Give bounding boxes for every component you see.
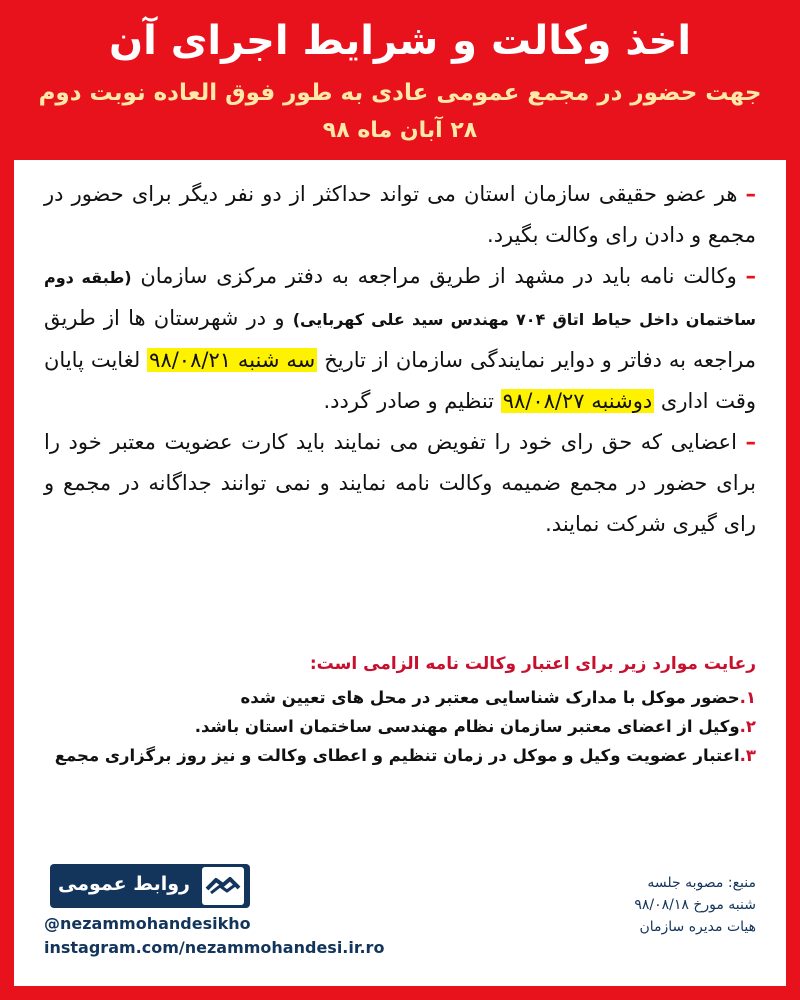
- page-subtitle: جهت حضور در مجمع عمومی عادی به طور فوق العاده نوبت دوم: [38, 80, 762, 106]
- paragraph-3-text: اعضایی که حق رای خود را تفویض می نمایند باید کارت عضویت معتبر خود را برای حضور در مجمع ضمیمه وکالت نامه نمایند و نمی توانند جداگانه در مجمع و رای گیری شرکت نمایند.: [44, 430, 756, 536]
- page-date: ۲۸ آبان ماه ۹۸: [322, 118, 478, 143]
- logo-label: روابط عمومی: [58, 873, 190, 895]
- requirement-item: [44, 683, 756, 712]
- paragraph-2-text-d: تنظیم و صادر گردد.: [323, 389, 495, 413]
- instagram-link[interactable]: instagram.com/nezammohandesi.ir.ro: [44, 938, 385, 957]
- dash-bullet: –: [745, 182, 756, 206]
- announcement-body: [44, 174, 756, 545]
- public-relations-logo: [50, 864, 250, 908]
- paragraph-1-text: هر عضو حقیقی سازمان استان می تواند حداکثر از دو نفر دیگر برای حضور در مجمع و دادن رای وکالت بگیرد.: [44, 182, 756, 247]
- end-date-highlight: دوشنبه ۹۸/۰۸/۲۷: [502, 389, 653, 413]
- paragraph-2-text-c: لغایت پایان وقت اداری: [44, 348, 756, 413]
- requirement-item: [44, 741, 756, 770]
- requirement-text: حضور موکل با مدارک شناسایی معتبر در محل های تعیین شده: [240, 688, 740, 707]
- office-location: (طبقه دوم ساختمان داخل حیاط اتاق ۷۰۴ مهندس سید علی کهربایی): [44, 268, 757, 329]
- requirement-number: ۲.: [739, 717, 756, 736]
- paragraph-3: [44, 422, 756, 545]
- paragraph-1: [44, 174, 756, 256]
- source-note: [536, 872, 756, 938]
- requirement-text: اعتبار عضویت وکیل و موکل در زمان تنظیم و اعطای وکالت و نیز روز برگزاری مجمع: [54, 746, 740, 765]
- header: [0, 0, 800, 160]
- requirements-title: رعایت موارد زیر برای اعتبار وکالت نامه الزامی است:: [309, 654, 756, 674]
- social-handle: @nezammohandesikho: [44, 914, 251, 933]
- start-date-highlight: سه شنبه ۹۸/۰۸/۲۱: [149, 348, 316, 372]
- source-line: منبع: مصوبه جلسه: [647, 875, 756, 891]
- paragraph-2-text-b: و در شهرستان ها از طریق مراجعه به دفاتر و دوایر نمایندگی سازمان از تاریخ: [44, 306, 756, 372]
- requirements-section: [44, 650, 756, 770]
- requirement-number: ۳.: [739, 746, 756, 765]
- source-line: هیات مدیره سازمان: [639, 919, 756, 935]
- paragraph-2-text-a: وکالت نامه باید در مشهد از طریق مراجعه به دفتر مرکزی سازمان: [140, 264, 737, 288]
- requirement-number: ۱.: [739, 688, 756, 707]
- source-line: شنبه مورخ ۹۸/۰۸/۱۸: [634, 897, 756, 913]
- dash-bullet: –: [745, 430, 756, 454]
- content-panel: [14, 160, 786, 986]
- public-relations-block: [44, 860, 464, 970]
- paragraph-2: [44, 256, 756, 422]
- handshake-icon: [202, 867, 244, 905]
- requirement-item: [44, 712, 756, 741]
- dash-bullet: –: [745, 264, 756, 288]
- requirement-text: وکیل از اعضای معتبر سازمان نظام مهندسی ساختمان استان باشد.: [194, 717, 740, 736]
- page-title: اخذ وکالت و شرایط اجرای آن: [108, 18, 692, 64]
